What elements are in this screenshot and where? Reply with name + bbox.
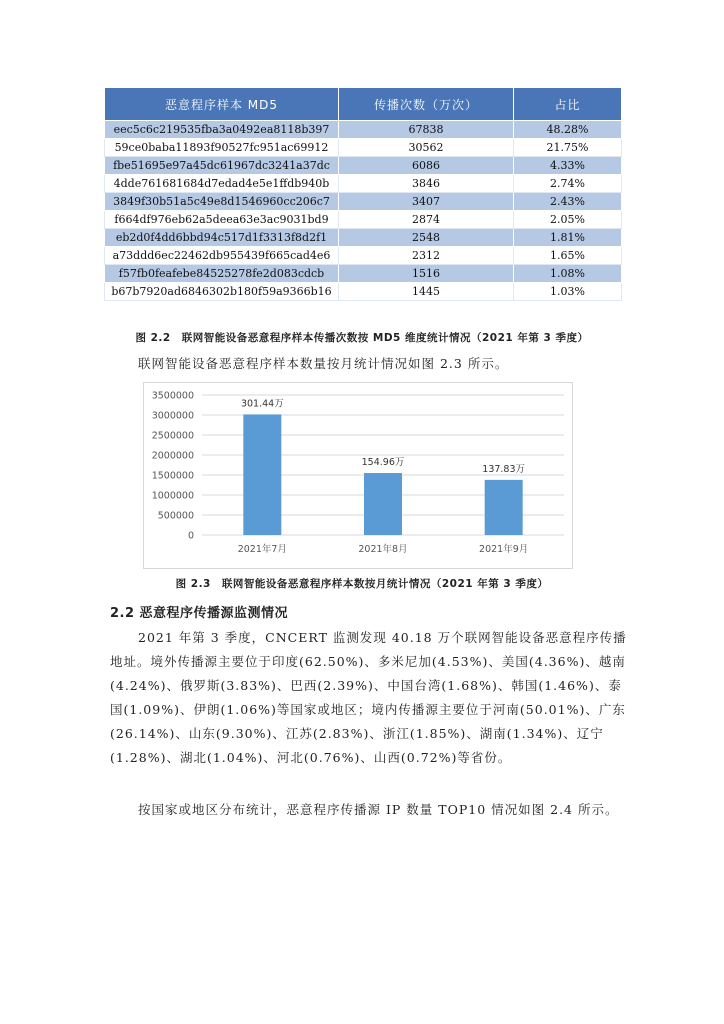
figure-2-3-caption: 图 2.3 联网智能设备恶意程序样本数按月统计情况（2021 年第 3 季度） (175, 578, 549, 590)
count-cell: 30562 (339, 139, 514, 157)
header-count: 传播次数（万次） (339, 88, 514, 121)
ratio-cell: 1.08% (514, 265, 622, 283)
y-tick-label: 2500000 (151, 430, 194, 442)
y-tick-label: 3000000 (151, 410, 194, 422)
ratio-cell: 2.05% (514, 211, 622, 229)
ratio-cell: 1.81% (514, 229, 622, 247)
count-cell: 2874 (339, 211, 514, 229)
md5-cell: fbe51695e97a45dc61967dc3241a37dc (105, 157, 339, 175)
x-tick-label: 2021年7月 (237, 544, 287, 555)
count-cell: 1516 (339, 265, 514, 283)
bar-data-label: 137.83万 (482, 463, 526, 475)
count-cell: 2548 (339, 229, 514, 247)
section-paragraph-1: 2021 年第 3 季度，CNCERT 监测发现 40.18 万个联网智能设备恶意程序传播地址。境外传播源主要位于印度(62.50%)、多米尼加(4.53%)、美国(4.36%)、越南(4.24%)、俄罗斯(3.83%)、巴西(2.39%)、中国台湾(1.68%)、韩国(1.46%)、泰国(1.09%)、伊朗(1.06%)等国家或地区；境内传播源主要位于河南(50.01%)、广东(26.14%)、山东(9.30%)、江苏(2.83%)、浙江(1.85%)、湖南(1.34%)、辽宁(1.28%)、湖北(1.04%)、河北(0.76%)、山西(0.72%)等省份。 (110, 630, 627, 765)
table-row (105, 139, 622, 157)
table-header-row (105, 88, 622, 121)
md5-cell: 59ce0baba11893f90527fc951ac69912 (105, 139, 339, 157)
count-cell: 1445 (339, 283, 514, 301)
chart-canvas (144, 383, 572, 568)
md5-statistics-table (104, 87, 622, 301)
count-cell: 2312 (339, 247, 514, 265)
ratio-cell: 1.03% (514, 283, 622, 301)
count-cell: 6086 (339, 157, 514, 175)
table-row (105, 283, 622, 301)
md5-cell: 3849f30b51a5c49e8d1546960cc206c7 (105, 193, 339, 211)
y-tick-label: 1500000 (151, 470, 194, 482)
table-row (105, 229, 622, 247)
section-heading: 2.2 恶意程序传播源监测情况 (110, 606, 289, 621)
table-row (105, 193, 622, 211)
md5-cell: eb2d0f4dd6bbd94c517d1f3313f8d2f1 (105, 229, 339, 247)
table-row (105, 157, 622, 175)
y-tick-label: 0 (187, 530, 194, 542)
md5-cell: eec5c6c219535fba3a0492ea8118b397 (105, 121, 339, 139)
bar (485, 480, 523, 535)
x-tick-label: 2021年9月 (479, 544, 529, 555)
md5-cell: 4dde761681684d7edad4e5e1ffdb940b (105, 175, 339, 193)
count-cell: 67838 (339, 121, 514, 139)
bar (364, 473, 402, 535)
table-row (105, 121, 622, 139)
y-tick-label: 1000000 (151, 490, 194, 502)
monthly-bar-chart (143, 382, 573, 569)
table-row (105, 265, 622, 283)
section-paragraph-2: 按国家或地区分布统计，恶意程序传播源 IP 数量 TOP10 情况如图 2.4 所示。 (138, 802, 619, 817)
bar-data-label: 154.96万 (361, 457, 405, 469)
header-md5: 恶意程序样本 MD5 (105, 88, 339, 121)
ratio-cell: 1.65% (514, 247, 622, 265)
md5-cell: b67b7920ad6846302b180f59a9366b16 (105, 283, 339, 301)
md5-cell: f57fb0feafebe84525278fe2d083cdcb (105, 265, 339, 283)
x-tick-label: 2021年8月 (358, 544, 408, 555)
intro-paragraph: 联网智能设备恶意程序样本数量按月统计情况如图 2.3 所示。 (138, 356, 509, 371)
y-tick-label: 3500000 (151, 390, 194, 402)
y-tick-label: 2000000 (151, 450, 194, 462)
figure-2-2-caption: 图 2.2 联网智能设备恶意程序样本传播次数按 MD5 维度统计情况（2021 年第 3 季度） (135, 332, 589, 344)
ratio-cell: 2.43% (514, 193, 622, 211)
bar (243, 414, 281, 535)
ratio-cell: 21.75% (514, 139, 622, 157)
md5-cell: a73ddd6ec22462db955439f665cad4e6 (105, 247, 339, 265)
header-ratio: 占比 (514, 88, 622, 121)
count-cell: 3846 (339, 175, 514, 193)
table-row (105, 247, 622, 265)
bar-data-label: 301.44万 (240, 398, 284, 410)
count-cell: 3407 (339, 193, 514, 211)
table-row (105, 175, 622, 193)
md5-cell: f664df976eb62a5deea63e3ac9031bd9 (105, 211, 339, 229)
table-row (105, 211, 622, 229)
ratio-cell: 48.28% (514, 121, 622, 139)
ratio-cell: 2.74% (514, 175, 622, 193)
ratio-cell: 4.33% (514, 157, 622, 175)
y-tick-label: 500000 (157, 510, 194, 522)
